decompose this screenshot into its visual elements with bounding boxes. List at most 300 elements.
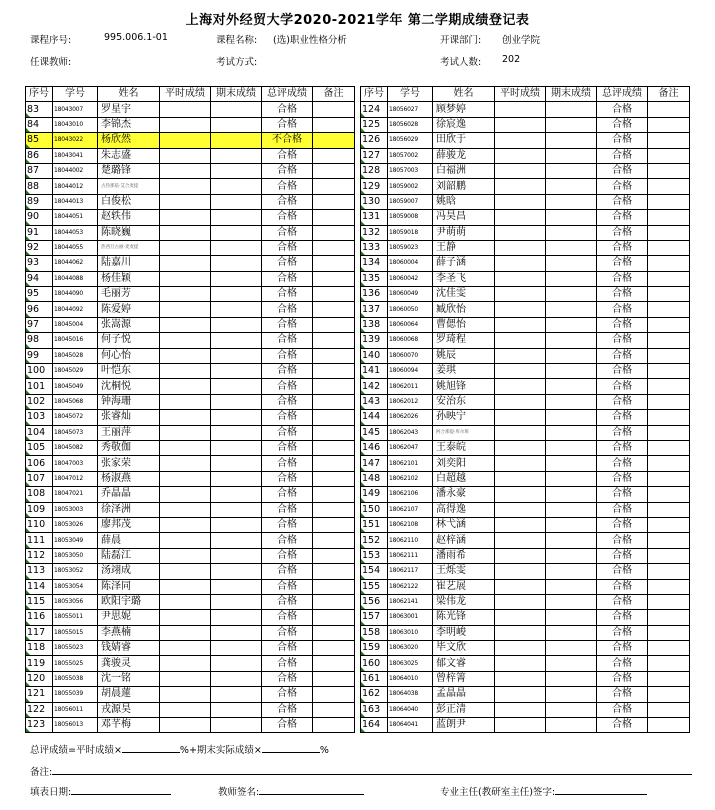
row-seq: 116 [26, 610, 53, 625]
table-row [26, 102, 355, 117]
row-regular-score [495, 256, 546, 271]
row-remark [648, 225, 690, 240]
row-regular-score [160, 564, 211, 579]
row-seq: 161 [361, 671, 388, 686]
table-row [361, 287, 690, 302]
row-seq: 92 [26, 240, 53, 255]
row-remark [313, 102, 355, 117]
row-total-eval: 合格 [262, 564, 313, 579]
row-name: 陈爱婷 [98, 302, 160, 317]
table-row [361, 517, 690, 532]
course-no-value: 995.006.1-01 [104, 32, 168, 43]
dept-label: 开课部门: [440, 35, 482, 46]
exam-count-label: 考试人数: [440, 57, 482, 68]
row-remark [313, 594, 355, 609]
row-regular-score [160, 163, 211, 178]
col-header-seq: 序号 [26, 87, 53, 102]
row-seq: 141 [361, 364, 388, 379]
row-regular-score [160, 502, 211, 517]
row-student-id: 18053052 [53, 564, 98, 579]
row-student-id: 18062047 [388, 440, 433, 455]
col-header-regular: 平时成绩 [495, 87, 546, 102]
table-header-row [361, 87, 690, 102]
row-remark [648, 379, 690, 394]
table-row [26, 148, 355, 163]
row-total-eval: 合格 [597, 425, 648, 440]
row-regular-score [495, 271, 546, 286]
row-total-eval: 合格 [262, 333, 313, 348]
row-total-eval: 合格 [597, 718, 648, 733]
row-final-score [546, 148, 597, 163]
row-total-eval: 合格 [262, 117, 313, 132]
row-regular-score [495, 410, 546, 425]
row-remark [648, 287, 690, 302]
row-seq: 150 [361, 502, 388, 517]
row-student-id: 18060070 [388, 348, 433, 363]
row-seq: 100 [26, 364, 53, 379]
row-regular-score [160, 379, 211, 394]
row-regular-score [495, 163, 546, 178]
row-final-score [546, 564, 597, 579]
table-row [361, 687, 690, 702]
row-total-eval: 合格 [597, 579, 648, 594]
row-remark [648, 333, 690, 348]
table-row [361, 656, 690, 671]
row-final-score [546, 333, 597, 348]
row-student-id: 18062026 [388, 410, 433, 425]
row-name: 曹偲怡 [433, 317, 495, 332]
row-name: 刘奕阳 [433, 456, 495, 471]
table-row [361, 225, 690, 240]
row-regular-score [160, 287, 211, 302]
row-seq: 91 [26, 225, 53, 240]
table-row [26, 440, 355, 455]
row-remark [313, 718, 355, 733]
row-student-id: 18062117 [388, 564, 433, 579]
row-remark [313, 256, 355, 271]
row-seq: 109 [26, 502, 53, 517]
table-row [26, 548, 355, 563]
director-sign-label: 专业主任(教研室主任)签字: [440, 787, 556, 798]
row-seq: 162 [361, 687, 388, 702]
row-seq: 121 [26, 687, 53, 702]
col-header-final: 期末成绩 [211, 87, 262, 102]
row-seq: 137 [361, 302, 388, 317]
row-student-id: 18063025 [388, 656, 433, 671]
row-remark [313, 133, 355, 148]
row-regular-score [495, 394, 546, 409]
row-remark [313, 225, 355, 240]
row-regular-score [495, 487, 546, 502]
row-remark [313, 317, 355, 332]
row-remark [648, 594, 690, 609]
table-row [26, 517, 355, 532]
row-total-eval: 合格 [597, 471, 648, 486]
row-name: 罗琦程 [433, 333, 495, 348]
teacher-sign-line [218, 784, 364, 798]
row-regular-score [160, 471, 211, 486]
row-name: 梁伟龙 [433, 594, 495, 609]
row-total-eval: 合格 [597, 671, 648, 686]
row-name: 薛晨 [98, 533, 160, 548]
row-remark [313, 671, 355, 686]
row-total-eval: 合格 [262, 394, 313, 409]
row-student-id: 18062122 [388, 579, 433, 594]
row-student-id: 18059023 [388, 240, 433, 255]
row-total-eval: 合格 [262, 317, 313, 332]
row-remark [313, 548, 355, 563]
row-student-id: 18063020 [388, 641, 433, 656]
row-student-id: 18057003 [388, 163, 433, 178]
row-name: 姚晗 [433, 194, 495, 209]
row-final-score [211, 456, 262, 471]
row-total-eval: 合格 [597, 379, 648, 394]
row-final-score [211, 533, 262, 548]
row-seq: 144 [361, 410, 388, 425]
row-name: 陈泽同 [98, 579, 160, 594]
row-final-score [546, 718, 597, 733]
row-seq: 104 [26, 425, 53, 440]
row-regular-score [495, 240, 546, 255]
row-student-id: 18044053 [53, 225, 98, 240]
row-remark [648, 718, 690, 733]
row-remark [648, 579, 690, 594]
row-name: 杨欣然 [98, 133, 160, 148]
row-seq: 133 [361, 240, 388, 255]
row-regular-score [160, 271, 211, 286]
row-final-score [546, 487, 597, 502]
row-final-score [211, 210, 262, 225]
table-row [26, 163, 355, 178]
row-remark [313, 194, 355, 209]
row-final-score [546, 102, 597, 117]
row-student-id: 18062141 [388, 594, 433, 609]
dept-value: 创业学院 [502, 35, 541, 46]
row-regular-score [495, 117, 546, 132]
row-regular-score [495, 440, 546, 455]
row-regular-score [160, 487, 211, 502]
row-final-score [546, 348, 597, 363]
row-student-id: 18055023 [53, 641, 98, 656]
row-final-score [211, 148, 262, 163]
row-seq: 83 [26, 102, 53, 117]
row-final-score [211, 425, 262, 440]
row-regular-score [495, 641, 546, 656]
row-remark [648, 625, 690, 640]
row-name: 林弋涵 [433, 517, 495, 532]
row-remark [313, 487, 355, 502]
row-seq: 96 [26, 302, 53, 317]
row-seq: 112 [26, 548, 53, 563]
row-total-eval: 合格 [597, 440, 648, 455]
row-total-eval: 合格 [262, 487, 313, 502]
table-row [361, 240, 690, 255]
row-final-score [546, 317, 597, 332]
exam-count-value: 202 [502, 54, 521, 65]
row-regular-score [160, 148, 211, 163]
row-total-eval: 合格 [597, 487, 648, 502]
row-remark [648, 364, 690, 379]
row-remark [648, 425, 690, 440]
row-final-score [546, 410, 597, 425]
row-total-eval: 合格 [597, 317, 648, 332]
row-final-score [546, 594, 597, 609]
row-remark [648, 517, 690, 532]
row-seq: 163 [361, 702, 388, 717]
row-student-id: 18043007 [53, 102, 98, 117]
row-final-score [546, 364, 597, 379]
row-total-eval: 合格 [597, 517, 648, 532]
table-row [361, 394, 690, 409]
final-percent-blank[interactable] [262, 743, 320, 753]
row-student-id: 18056029 [388, 133, 433, 148]
row-regular-score [160, 702, 211, 717]
row-seq: 106 [26, 456, 53, 471]
table-row [26, 117, 355, 132]
row-total-eval: 合格 [597, 394, 648, 409]
row-total-eval: 合格 [597, 210, 648, 225]
col-header-final: 期末成绩 [546, 87, 597, 102]
row-remark [313, 379, 355, 394]
row-final-score [211, 548, 262, 563]
row-total-eval: 合格 [597, 533, 648, 548]
row-total-eval: 合格 [597, 594, 648, 609]
row-seq: 125 [361, 117, 388, 132]
table-row [26, 625, 355, 640]
table-row [361, 564, 690, 579]
row-remark [313, 533, 355, 548]
row-name: 欧阳宇璐 [98, 594, 160, 609]
row-seq: 102 [26, 394, 53, 409]
row-regular-score [160, 117, 211, 132]
row-seq: 99 [26, 348, 53, 363]
row-seq: 151 [361, 517, 388, 532]
row-remark [648, 240, 690, 255]
row-total-eval: 合格 [262, 671, 313, 686]
row-remark [648, 102, 690, 117]
row-name: 龚骏灵 [98, 656, 160, 671]
row-student-id: 18055039 [53, 687, 98, 702]
course-no-label: 课程序号: [30, 35, 72, 46]
row-name: 杨佳颖 [98, 271, 160, 286]
row-final-score [546, 271, 597, 286]
row-name: 秀敬伽 [98, 440, 160, 455]
row-final-score [211, 348, 262, 363]
row-total-eval: 合格 [262, 641, 313, 656]
row-seq: 149 [361, 487, 388, 502]
table-row [26, 687, 355, 702]
row-student-id: 18055011 [53, 610, 98, 625]
row-student-id: 18064010 [388, 671, 433, 686]
row-remark [648, 533, 690, 548]
table-row [361, 210, 690, 225]
table-row [26, 533, 355, 548]
row-student-id: 18044013 [53, 194, 98, 209]
row-regular-score [495, 179, 546, 194]
row-name: 陆磊江 [98, 548, 160, 563]
row-regular-score [495, 610, 546, 625]
row-total-eval: 合格 [597, 148, 648, 163]
row-seq: 88 [26, 179, 53, 194]
row-remark [648, 671, 690, 686]
row-final-score [546, 225, 597, 240]
date-blank[interactable] [71, 785, 171, 795]
row-seq: 97 [26, 317, 53, 332]
table-row [26, 333, 355, 348]
table-row [361, 502, 690, 517]
row-remark [313, 163, 355, 178]
regular-percent-blank[interactable] [122, 743, 180, 753]
row-final-score [211, 317, 262, 332]
teacher-sign-blank[interactable] [259, 785, 364, 795]
row-seq: 148 [361, 471, 388, 486]
table-row [361, 333, 690, 348]
row-seq: 138 [361, 317, 388, 332]
row-name: 李明峻 [433, 625, 495, 640]
row-name: 钱婧睿 [98, 641, 160, 656]
row-final-score [211, 179, 262, 194]
row-seq: 153 [361, 548, 388, 563]
row-regular-score [160, 641, 211, 656]
row-remark [313, 117, 355, 132]
row-remark [313, 656, 355, 671]
row-regular-score [160, 548, 211, 563]
col-header-seq: 序号 [361, 87, 388, 102]
row-student-id: 18044062 [53, 256, 98, 271]
table-row [26, 364, 355, 379]
row-total-eval: 合格 [262, 656, 313, 671]
teacher-label: 任课教师: [30, 57, 72, 68]
row-remark [313, 287, 355, 302]
row-student-id: 18062111 [388, 548, 433, 563]
formula-line [30, 742, 329, 756]
remarks-blank[interactable] [52, 765, 692, 775]
row-regular-score [495, 102, 546, 117]
grade-table-left [25, 86, 355, 733]
row-remark [313, 240, 355, 255]
table-row [26, 394, 355, 409]
row-final-score [211, 641, 262, 656]
row-remark [313, 579, 355, 594]
row-final-score [211, 364, 262, 379]
row-name: 张嵩源 [98, 317, 160, 332]
row-final-score [546, 163, 597, 178]
row-regular-score [495, 456, 546, 471]
row-remark [648, 687, 690, 702]
row-remark [313, 364, 355, 379]
table-header-row [26, 87, 355, 102]
row-student-id: 18056027 [388, 102, 433, 117]
row-name: 孟晶晶 [433, 687, 495, 702]
col-header-name: 姓名 [433, 87, 495, 102]
row-seq: 140 [361, 348, 388, 363]
row-regular-score [160, 656, 211, 671]
row-remark [648, 502, 690, 517]
row-name: 钟海珊 [98, 394, 160, 409]
table-row [361, 440, 690, 455]
row-name: 沈一铭 [98, 671, 160, 686]
row-final-score [211, 564, 262, 579]
row-seq: 110 [26, 517, 53, 532]
row-final-score [211, 718, 262, 733]
row-remark [313, 179, 355, 194]
row-student-id: 18045049 [53, 379, 98, 394]
row-seq: 155 [361, 579, 388, 594]
row-remark [313, 502, 355, 517]
row-student-id: 18056028 [388, 117, 433, 132]
row-name: 沈佳雯 [433, 287, 495, 302]
row-name: 楚璐锋 [98, 163, 160, 178]
row-regular-score [495, 594, 546, 609]
row-regular-score [160, 440, 211, 455]
row-name: 赵梓涵 [433, 533, 495, 548]
row-regular-score [495, 210, 546, 225]
table-row [361, 456, 690, 471]
row-final-score [546, 702, 597, 717]
row-final-score [546, 117, 597, 132]
row-remark [313, 564, 355, 579]
row-seq: 127 [361, 148, 388, 163]
row-student-id: 18062102 [388, 471, 433, 486]
row-name: 白福洲 [433, 163, 495, 178]
row-name: 蓝朗尹 [433, 718, 495, 733]
row-name: 毕文欣 [433, 641, 495, 656]
row-final-score [211, 671, 262, 686]
row-seq: 94 [26, 271, 53, 286]
row-seq: 156 [361, 594, 388, 609]
row-final-score [546, 302, 597, 317]
row-remark [648, 256, 690, 271]
col-header-name: 姓名 [98, 87, 160, 102]
row-regular-score [495, 702, 546, 717]
table-row [26, 425, 355, 440]
row-name: 徐泽洲 [98, 502, 160, 517]
row-final-score [211, 102, 262, 117]
table-row [361, 410, 690, 425]
table-row [26, 610, 355, 625]
row-seq: 154 [361, 564, 388, 579]
row-name: 古热那依·艾合麦提 [98, 179, 160, 194]
row-student-id: 18059008 [388, 210, 433, 225]
row-name: 薛子涵 [433, 256, 495, 271]
row-final-score [546, 579, 597, 594]
row-student-id: 18047012 [53, 471, 98, 486]
row-name: 郁文睿 [433, 656, 495, 671]
row-regular-score [495, 379, 546, 394]
row-name: 王丽萍 [98, 425, 160, 440]
row-regular-score [160, 687, 211, 702]
row-final-score [211, 379, 262, 394]
row-student-id: 18060050 [388, 302, 433, 317]
row-seq: 135 [361, 271, 388, 286]
row-remark [313, 410, 355, 425]
row-remark [313, 456, 355, 471]
row-total-eval: 合格 [597, 302, 648, 317]
row-remark [313, 641, 355, 656]
row-seq: 126 [361, 133, 388, 148]
row-remark [648, 163, 690, 178]
row-regular-score [495, 579, 546, 594]
row-final-score [211, 440, 262, 455]
row-final-score [211, 687, 262, 702]
row-total-eval: 合格 [597, 240, 648, 255]
row-regular-score [495, 718, 546, 733]
row-student-id: 18045028 [53, 348, 98, 363]
row-total-eval: 合格 [597, 348, 648, 363]
table-row [26, 348, 355, 363]
row-regular-score [160, 317, 211, 332]
director-sign-blank[interactable] [555, 785, 647, 795]
